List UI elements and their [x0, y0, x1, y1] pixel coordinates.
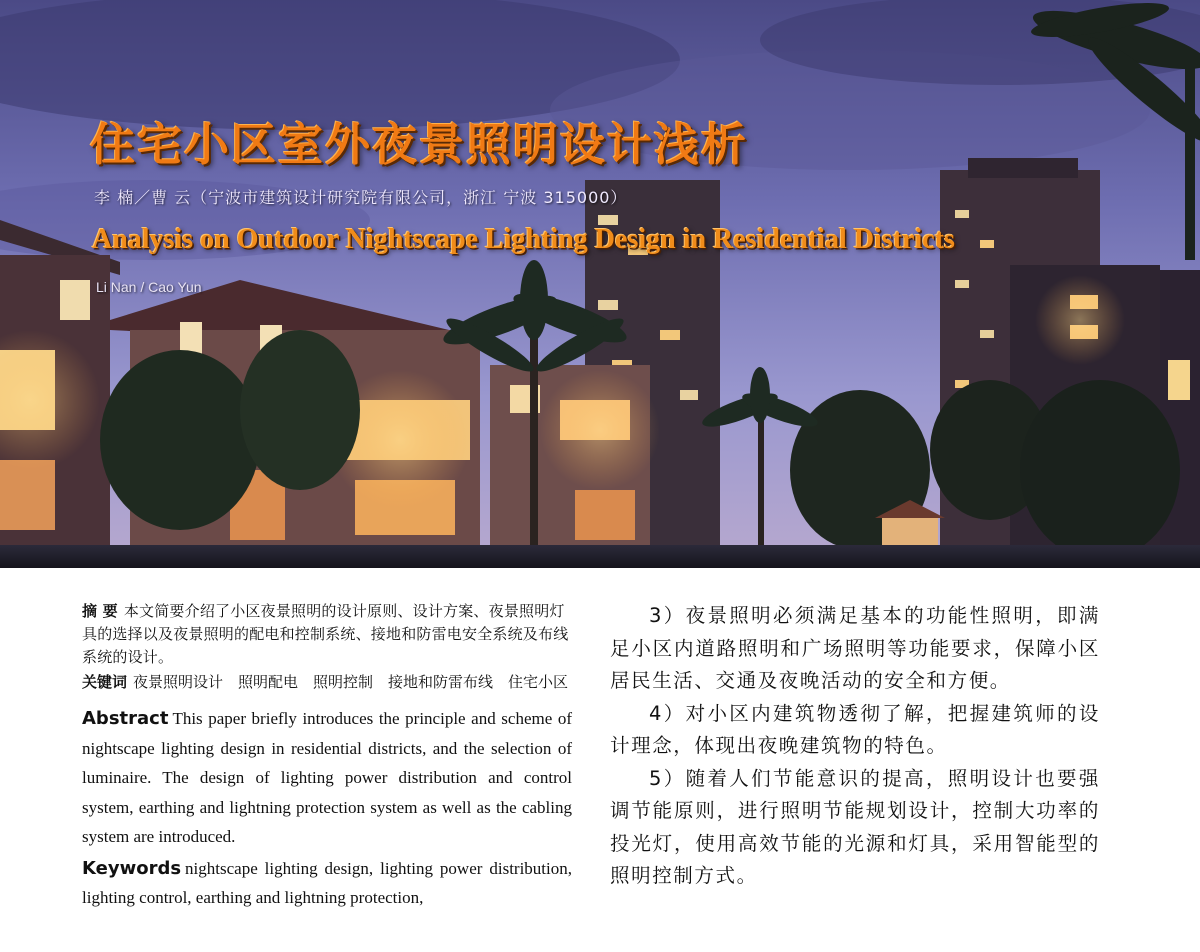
- abstract-english: [82, 704, 572, 852]
- abstract-chinese: [82, 600, 572, 669]
- abstract-chinese-label: 摘 要: [82, 602, 118, 620]
- authors-affiliation-chinese: 李 楠／曹 云（宁波市建筑设计研究院有限公司，浙江 宁波 315000）: [94, 188, 628, 207]
- keywords-chinese-text: 夜景照明设计 照明配电 照明控制 接地和防雷布线 住宅小区: [133, 673, 569, 691]
- keywords-english: [82, 854, 572, 913]
- keywords-english-label: Keywords: [82, 857, 182, 879]
- body-paragraph: 4）对小区内建筑物透彻了解，把握建筑师的设计理念，体现出夜晚建筑物的特色。: [610, 701, 1100, 757]
- keywords-chinese: [82, 671, 572, 694]
- abstract-chinese-text: 本文简要介绍了小区夜景照明的设计原则、设计方案、夜景照明灯具的选择以及夜景照明的配电和控制系统、接地和防雷电安全系统及布线系统的设计。: [82, 602, 569, 666]
- body-paragraph: 5）随着人们节能意识的提高，照明设计也要强调节能原则，进行照明节能规划设计，控制大功率的投光灯，使用高效节能的光源和灯具，采用智能型的照明控制方式。: [610, 766, 1100, 887]
- left-column: [82, 600, 572, 913]
- keywords-english-text: nightscape lighting design, lighting power distribution, lighting control, earthing and lightning protection,: [82, 858, 572, 907]
- article-title-chinese: 住宅小区室外夜景照明设计浅析: [90, 118, 749, 171]
- right-column: [610, 600, 1100, 893]
- abstract-english-label: Abstract: [82, 708, 169, 729]
- authors-english: Li Nan / Cao Yun: [96, 279, 202, 295]
- body-paragraph: 3）夜景照明必须满足基本的功能性照明，即满足小区内道路照明和广场照明等功能要求，保障小区居民生活、交通及夜晚活动的安全和方便。: [610, 604, 1100, 692]
- abstract-english-text: This paper briefly introduces the principle and scheme of nightscape lighting design in residential districts, and the selection of luminaire. The design of lighting power distribution and control system, earthing and lightning protection system as well as the cabling system are introduced.: [82, 709, 572, 846]
- keywords-chinese-label: 关键词: [82, 673, 128, 691]
- article-title-english: Analysis on Outdoor Nightscape Lighting Design in Residential Districts: [92, 224, 955, 255]
